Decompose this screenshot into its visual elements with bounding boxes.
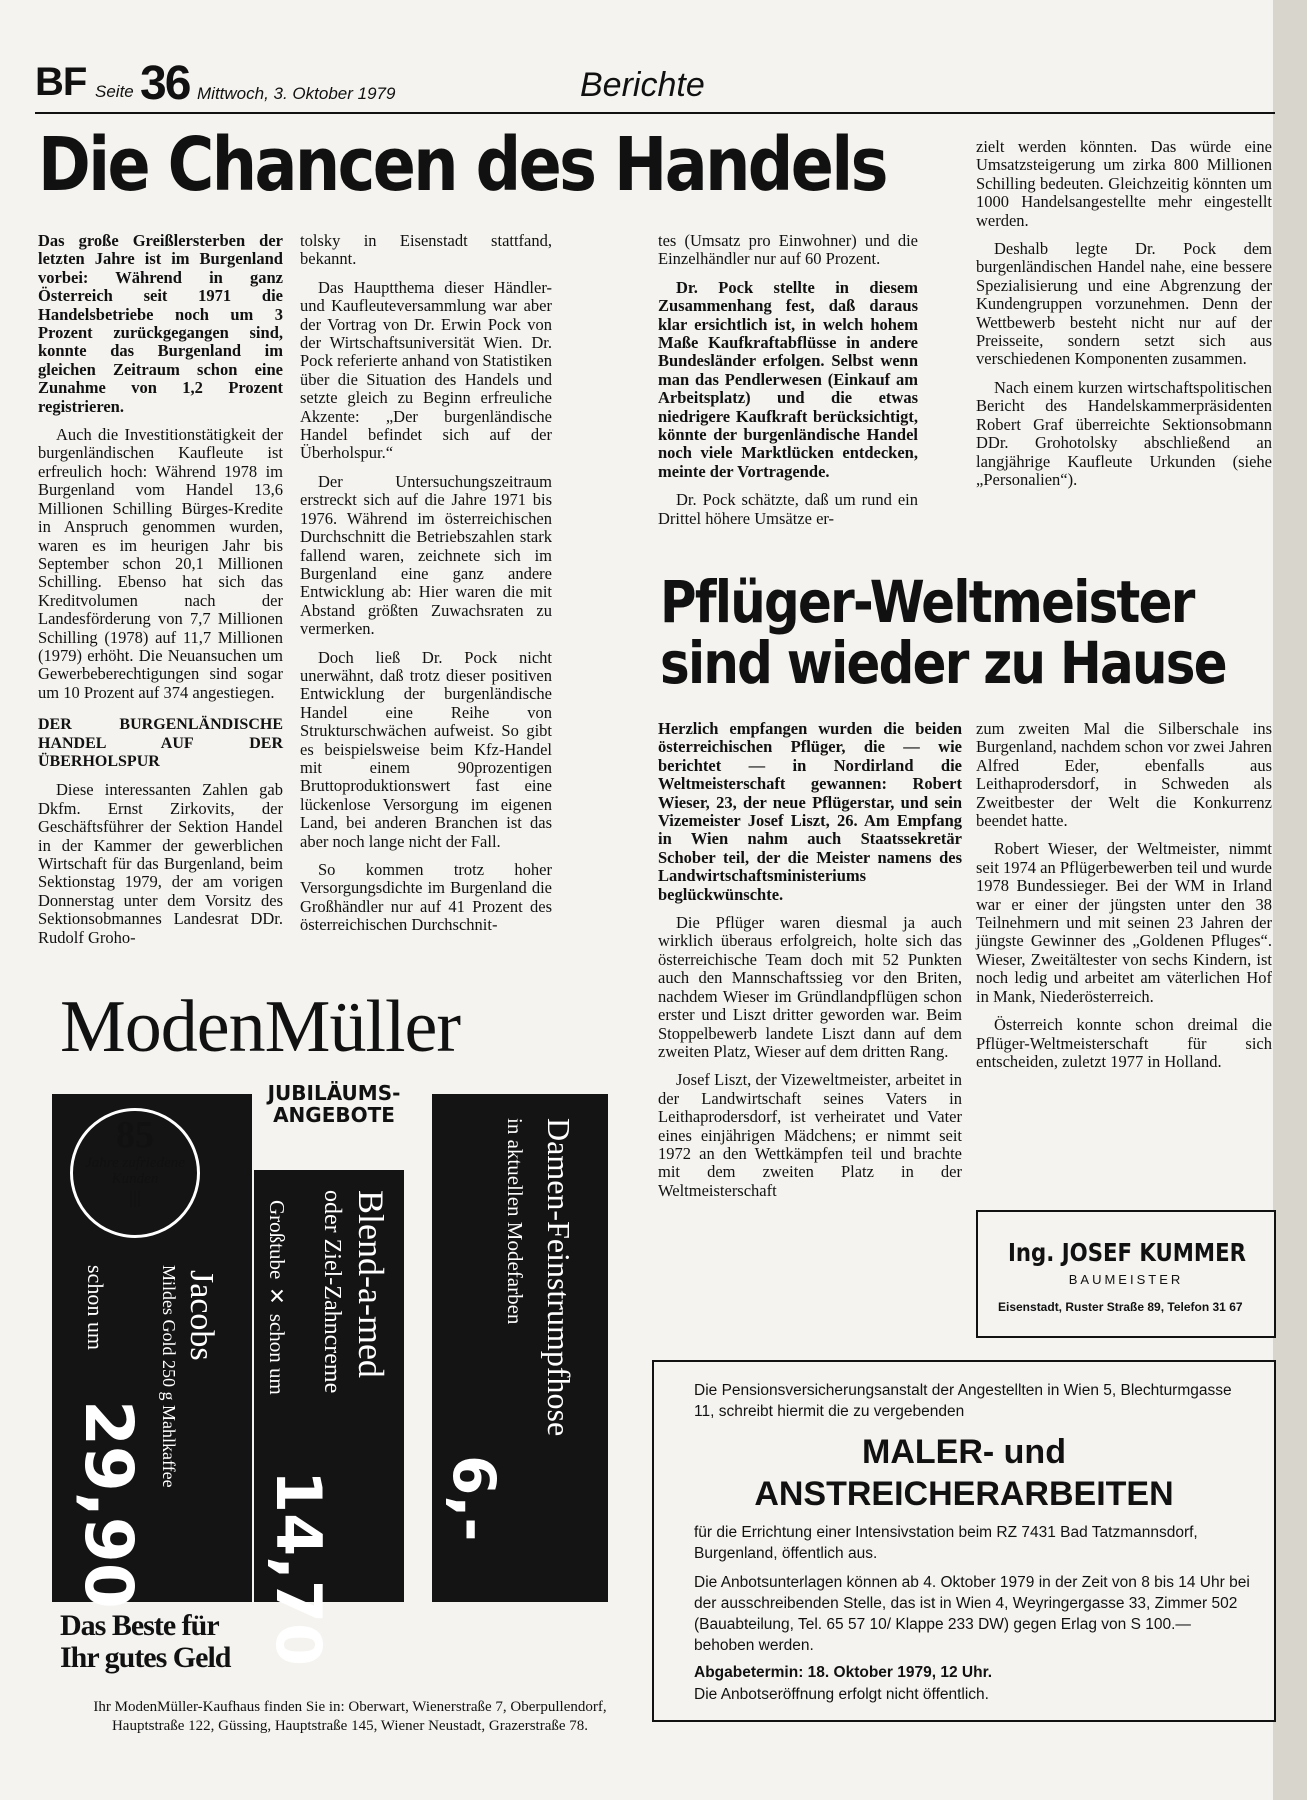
price-prefix: schon um: [83, 1265, 108, 1350]
article-lead: Das große Greißlersterben der letzten Jahre ist im Burgenland vorbei: Während in ganz Österreich seit 1971 die Handelsbetriebe noch um 3 Prozent zurückgegangen sind, konnte das Burgenland im gleichen Zeitraum schon eine Zunahme von 1,2 Prozent registrieren.: [38, 231, 283, 416]
paragraph: Österreich konnte schon dreimal die Pflüger-Weltmeisterschaft für sich entscheiden, zuletzt 1977 in Holland.: [976, 1015, 1272, 1071]
tender-deadline: Abgabetermin: 18. Oktober 1979, 12 Uhr.: [694, 1664, 993, 1681]
paragraph: Josef Liszt, der Vizeweltmeister, arbeitet in der Landwirtschaft seines Vaters in Leithaprodersdorf, ist verheiratet und Vater eines einjährigen Mädchens; er nimmt seit 1972 an den Wettkämpfen teil und brachte mit dem zweiten Platz in der Weltmeisterschaft: [658, 1070, 962, 1200]
paragraph: Nach einem kurzen wirtschaftspolitischen Bericht des Handelskammerpräsidenten Robert Graf überreichte Sektionsobmann DDr. Grohotolsky abschließend an langjährige Kaufleute Urkunden (siehe „Personalien“).: [976, 377, 1272, 489]
article-column-4: [976, 138, 1272, 499]
product-price: 29,90: [70, 1400, 147, 1609]
paragraph: So kommen trotz hoher Versorgungsdichte im Burgenland die Großhändler nur auf 41 Prozent des österreichischen Durchschnit-: [300, 860, 552, 935]
product-price: 6,-: [440, 1455, 508, 1542]
paragraph: Diese interessanten Zahlen gab Dkfm. Ernst Zirkovits, der Geschäftsführer der Sektion Handel in der Kammer der gewerblichen Wirtschaft für das Burgenland, beim Sektionstag 1979, der am vorigen Donnerstag unter dem Vorsitz des Sektionsobmannes Landesrat DDr. Rudolf Groho-: [38, 780, 283, 947]
product-price: 14,70: [262, 1470, 335, 1667]
paragraph: Deshalb legte Dr. Pock dem burgenländischen Handel nahe, eine bessere Spezialisierung und eine Abgrenzung der Kundengruppen vorzunehmen. Denn der Wettbewerb besteht nicht nur auf der Preisseite, sondern setzt sich aus verschiedenen Komponenten zusammen.: [976, 239, 1272, 369]
paragraph: zielt werden könnten. Das würde eine Umsatzsteigerung um zirka 800 Millionen Schilling bedeuten. Gleichzeitig könnten um 1000 Handelsangestellte mehr eingestellt werden.: [976, 137, 1272, 230]
brand-mark-icon: |||: [129, 1187, 141, 1207]
tender-title: MALER- und: [862, 1433, 1066, 1471]
paragraph: Das Hauptthema dieser Händler- und Kaufleuteversammlung war aber der Vortrag von Dr. Erwin Pock von der Wirtschaftsuniversität Wien. Dr. Pock referierte anhand von Statistiken über die Situation des Handels und setzte gleich zu Beginn erfreuliche Akzente: „Der burgenländische Handel befindet sich auf der Überholspur.“: [300, 277, 553, 463]
subheading: DER BURGENLÄNDISCHE HANDEL AUF DER ÜBERHOLSPUR: [38, 716, 283, 770]
page-edge: [1273, 0, 1307, 1800]
tender-intro: Die Pensionsversicherungsanstalt der Angestellten in Wien 5, Blechturmgasse 11, schreibt hiermit die zu vergebenden: [694, 1382, 1232, 1420]
ad-kummer: [976, 1210, 1276, 1338]
ad-footer: Ihr ModenMüller-Kaufhaus finden Sie in: Oberwart, Wienerstraße 7, Oberpullendorf, Hauptstraße 122, Güssing, Hauptstraße 145, Wiener Neustadt, Grazerstraße 78.: [93, 1699, 607, 1734]
issue-date: Mittwoch, 3. Oktober 1979: [197, 84, 396, 103]
article2-column-1: [658, 720, 962, 1210]
paragraph: zum zweiten Mal die Silberschale ins Burgenland, nachdem schon vor zwei Jahren Alfred Eder, ebenfalls aus Leithaprodersdorf, in Schweden als Zweitbester der Welt die Konkurrenz beendet hatte.: [976, 719, 1272, 831]
paragraph: Die Pflüger waren diesmal ja auch wirklich überaus erfolgreich, holte sich das österreichische Team doch mit 52 Punkten auch den Mannschaftssieg vor den Briten, nachdem Wieser im Gründlandpflügen schon erster und Liszt dritter geworden war. Beim Stoppelbewerb landete Liszt dann auf dem zweiten Platz, Wieser auf dem dritten Rang.: [658, 913, 962, 1061]
paragraph: tes (Umsatz pro Einwohner) und die Einzelhändler nur auf 60 Prozent.: [658, 231, 918, 269]
product-description: Mildes Gold 250 g Mahlkaffee: [159, 1265, 179, 1488]
price-prefix: Großtube ✕ schon um: [265, 1200, 289, 1395]
product-description: oder Ziel-Zahncreme: [319, 1190, 345, 1394]
article2-headline: [660, 568, 1226, 697]
paragraph: Doch ließ Dr. Pock nicht unerwähnt, daß trotz dieser positiven Entwicklung der burgenländische Handel eine Reihe von Strukturschwächen aufweist. So gibt es beispielsweise beim Kfz-Handel mit einem 90prozentigen Bruttoproduktionswert fast eine lückenlose Versorgung im eigenen Land, bei anderen Branchen ist das aber noch lange nicht der Fall.: [300, 647, 552, 851]
headline-line: sind wieder zu Hause: [660, 628, 1226, 697]
paragraph: Der Untersuchungszeitraum erstreckt sich auf die Jahre 1971 bis 1976. Während im österreichischen Durchschnitt die Betriebszahlen stark fallend waren, zeichnete sich im Burgenland eine ganz andere Entwicklung ab: Hier waren die mit Abstand größten Zuwachsraten zu vermerken.: [300, 471, 552, 639]
company-title: BAUMEISTER: [1068, 1272, 1184, 1287]
paragraph: Robert Wieser, der Weltmeister, nimmt seit 1974 an Pflügerbewerben teil und wurde 1978 Bundessieger. Bei der WM in Irland war er einer der jüngsten unter den 38 Teilnehmern und mit seinen 23 Jahren der jüngste Gewinner des „Goldenen Pfluges“. Wieser, Zweitältester von sechs Kindern, ist noch ledig und arbeitet am väterlichen Hof in Mank, Niederösterreich.: [976, 839, 1273, 1006]
paragraph: Auch die Investitionstätigkeit der burgenländischen Kaufleute ist erfreulich hoch: Während 1978 im Burgenland vom Handel 13,6 Millionen Schilling Bürges-Kredite in Anspruch genommen wurden, waren es im heurigen Jahr bis September schon 20,1 Millionen Schilling. Ebenso hat sich das Kreditvolumen nach der Landesförderung von 7,7 Millionen Schilling (1978) auf 11,7 Millionen (1979) erhöht. Die Neuansuchen um Gewerbeberechtigungen sind sogar um 10 Prozent auf 374 angestiegen.: [38, 425, 283, 702]
product-description: in aktuellen Modefarben: [503, 1118, 527, 1325]
article2-column-2: [976, 720, 1272, 1081]
paper-logo: BF: [35, 60, 87, 104]
header-rule: [35, 112, 1275, 114]
tender-text: Die Anbotsunterlagen können ab 4. Oktober 1979 in der Zeit von 8 bis 14 Uhr bei der ausschreibenden Stelle, das ist in Wien 4, Weyringergasse 33, Zimmer 502 (Bauabteilung, Tel. 65 57 10/ Klappe 233 DW) gegen Erlag von S 100.— behoben werden.: [694, 1574, 1250, 1654]
tender-title: ANSTREICHERARBEITEN: [754, 1475, 1174, 1513]
article-column-2: [300, 232, 552, 945]
page-number: 36: [140, 57, 190, 110]
paragraph: tolsky in Eisenstadt stattfand, bekannt.: [300, 231, 552, 269]
page-label: Seite: [95, 82, 134, 101]
company-name: Ing. JOSEF KUMMER: [1008, 1238, 1246, 1267]
article-lead: Herzlich empfangen wurden die beiden österreichischen Pflüger, die — wie berichtet — in Nordirland die Weltmeisterschaft gewannen: Robert Wieser, 23, der neue Pflügerstar, und sein Vizemeister Josef Liszt, 26. Am Empfang in Wien nahm auch Staatssekretär Schober teil, der die Meister namens des Landwirtschaftsministeriums beglückwünschte.: [658, 719, 962, 904]
ad-slogan: Das Beste für Ihr gutes Geld: [60, 1609, 231, 1674]
paragraph: Dr. Pock schätzte, daß um rund ein Drittel höhere Umsätze er-: [658, 490, 918, 528]
headline-line: Pflüger-Weltmeister: [660, 568, 1194, 636]
article-headline: Die Chancen des Handels: [38, 122, 886, 208]
seal-number: 85: [116, 1114, 154, 1156]
tender-text: für die Errichtung einer Intensivstation beim RZ 7431 Bad Tatzmannsdorf, Burgenland, öffentlich aus.: [694, 1524, 1198, 1562]
paragraph: Dr. Pock stellte in diesem Zusammenhang fest, daß daraus klar ersichtlich ist, in welch hohem Maße Kaufkraftabflüsse in andere Bundesländer erfolgen. Selbst wenn man das Pendlerwesen (Einkauf am Arbeitsplatz) und die etwas niedrigere Kaufkraft berücksichtigt, könnte der burgenländische Handel noch viele Marktlücken entdecken, meinte der Vortragende.: [658, 277, 918, 481]
seal-text: Jahre zufriedene Kunden: [85, 1155, 185, 1187]
product-name: Blend-a-med: [351, 1190, 391, 1378]
ad-tender: [652, 1360, 1276, 1722]
advertiser-logo: ModenMüller: [60, 986, 461, 1068]
company-address: Eisenstadt, Ruster Straße 89, Telefon 31 67: [998, 1300, 1243, 1314]
anniversary-seal: [70, 1108, 200, 1238]
article-column-1: [38, 232, 283, 957]
product-name: Damen-Feinstrumpfhose: [541, 1118, 577, 1437]
section-title: Berichte: [580, 66, 705, 104]
page-header: [35, 52, 1275, 112]
offer-heading: JUBILÄUMS-ANGEBOTE: [267, 1081, 401, 1127]
article-column-3: [658, 232, 918, 538]
product-name: Jacobs: [183, 1270, 220, 1361]
tender-note: Die Anbotseröffnung erfolgt nicht öffentlich.: [694, 1686, 989, 1703]
